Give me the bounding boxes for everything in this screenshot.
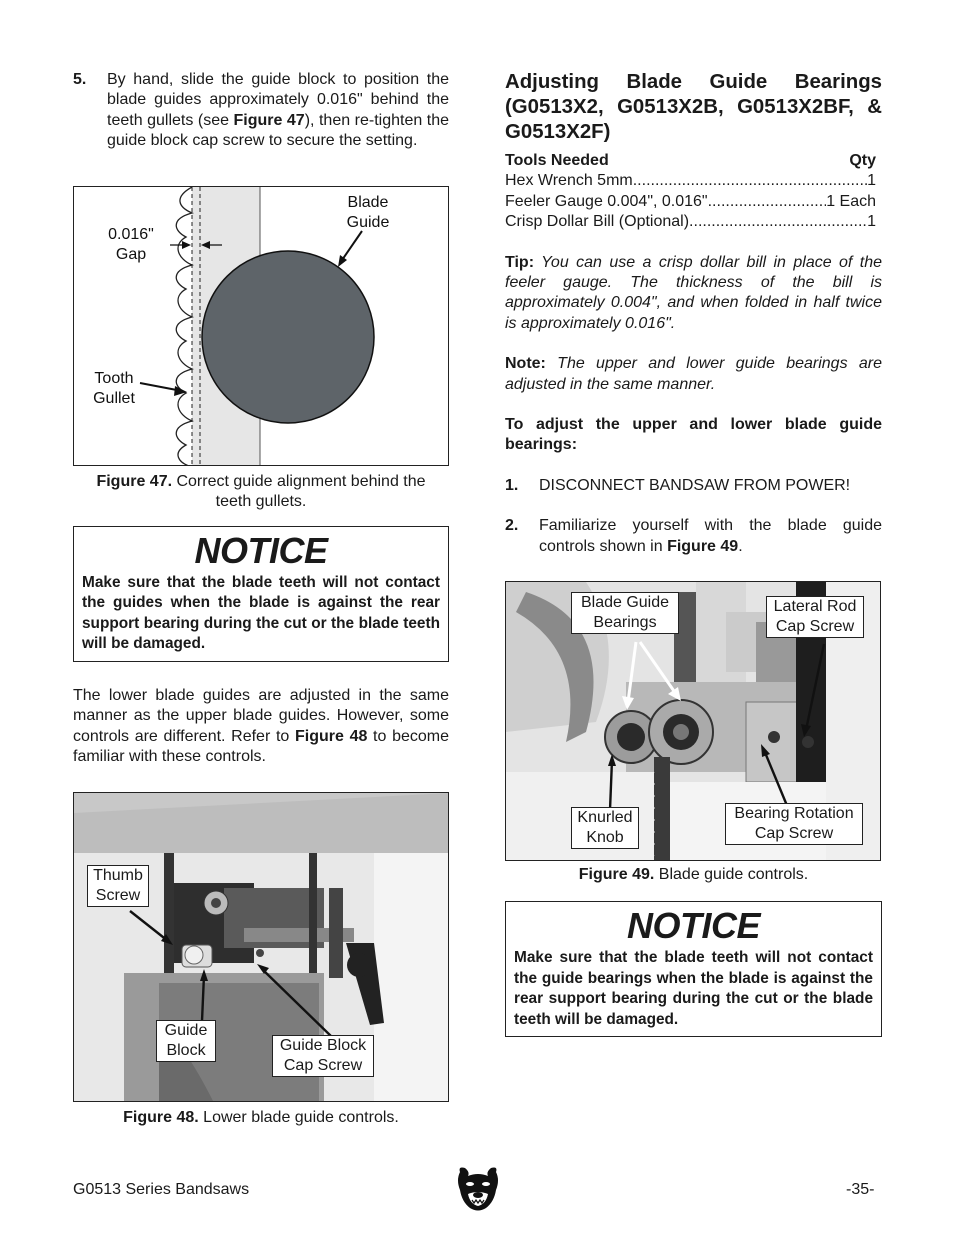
notice-box-left: [73, 526, 449, 662]
figure-48-photo: [74, 793, 449, 1102]
figure-reference: Figure 48: [295, 727, 368, 745]
figure-47-caption: Figure 47. Correct guide alignment behind the teeth gullets.: [96, 472, 426, 510]
figure-reference: Figure 47: [233, 111, 305, 129]
blade-teeth: [176, 187, 192, 466]
tooth-gullet-label: Tooth Gullet: [93, 369, 135, 407]
bearing-rotation-cap-screw-label: Bearing Rotation Cap Screw: [725, 803, 863, 845]
guide-block-label: Guide Block: [156, 1020, 216, 1062]
gap-label: 0.016" Gap: [108, 225, 154, 263]
figure-reference: Figure 49: [667, 537, 739, 555]
thumb-screw-label: Thumb Screw: [87, 865, 149, 907]
figure-47: [73, 186, 449, 466]
notice-box-right: [505, 901, 882, 1037]
tool-item: Feeler Gauge 0.004", 0.016" ..... 1 Each: [505, 192, 876, 212]
footer-model: G0513 Series Bandsaws: [73, 1181, 250, 1198]
notice-body: Make sure that the blade teeth will not contact the guide bearings when the blade is against the rear support bearing during the cut or the blade teeth will be damaged.: [514, 949, 873, 1028]
blade-guide-bearings-label: Blade Guide Bearings: [571, 592, 679, 634]
figure-48: [73, 792, 449, 1102]
notice-body: Make sure that the blade teeth will not contact the guides when the blade is against the rear support bearing during the cut or the blade teeth will be damaged.: [82, 573, 440, 653]
tool-item: Crisp Dollar Bill (Optional) ..... 1: [505, 212, 876, 232]
figure-49: [505, 581, 881, 861]
guide-block-cap-screw-label: Guide Block Cap Screw: [272, 1035, 374, 1077]
instruction-paragraph: To adjust the upper and lower blade guide bearings:: [505, 416, 882, 454]
note-paragraph: Note: The upper and lower guide bearings are adjusted in the same manner.: [505, 355, 882, 393]
step-2: 2. Familiarize yourself with the blade guide controls shown in Figure 49.: [505, 517, 882, 555]
knurled-knob-label: Knurled Knob: [571, 807, 639, 849]
page-number: -35-: [846, 1181, 875, 1198]
tools-list: [505, 171, 876, 232]
figure-49-caption: Figure 49. Blade guide controls.: [578, 866, 809, 884]
blade-guide-label: Blade Guide: [346, 193, 390, 231]
lower-guides-paragraph: The lower blade guides are adjusted in the same manner as the upper blade guides. However, some controls are different. Refer to Figure 48 to become familiar with these controls.: [73, 687, 450, 766]
grizzly-bear-logo-icon: [456, 1166, 500, 1212]
step-1: 1. DISCONNECT BANDSAW FROM POWER!: [505, 476, 851, 494]
lateral-rod-cap-screw-label: Lateral Rod Cap Screw: [766, 596, 864, 638]
step-number: 5.: [73, 71, 87, 88]
figure-48-caption: Figure 48. Lower blade guide controls.: [123, 1108, 399, 1126]
right-column: [505, 70, 882, 1037]
notice-title: NOTICE: [626, 905, 760, 947]
left-column: [73, 70, 449, 1128]
tools-header: Tools Needed Qty: [505, 152, 876, 169]
tool-item: Hex Wrench 5mm ..... 1: [505, 171, 876, 191]
section-heading: Adjusting Blade Guide Bearings (G0513X2, G0513X2B, G0513X2BF, & G0513X2F): [505, 71, 882, 143]
step-5: [73, 70, 449, 152]
notice-title: NOTICE: [194, 529, 328, 571]
blade-guide-disc: [202, 251, 374, 423]
tip-paragraph: Tip: You can use a crisp dollar bill in place of the feeler gauge. The thickness of the bill is approximately 0.004", and when folded in half twice is approximately 0.016".: [505, 253, 882, 332]
step-text: By hand, slide the guide block to position the blade guides approximately 0.016" behind the teeth gullets (see Figure 47), then re-tighten the guide block cap screw to secure the setting.: [107, 71, 449, 150]
